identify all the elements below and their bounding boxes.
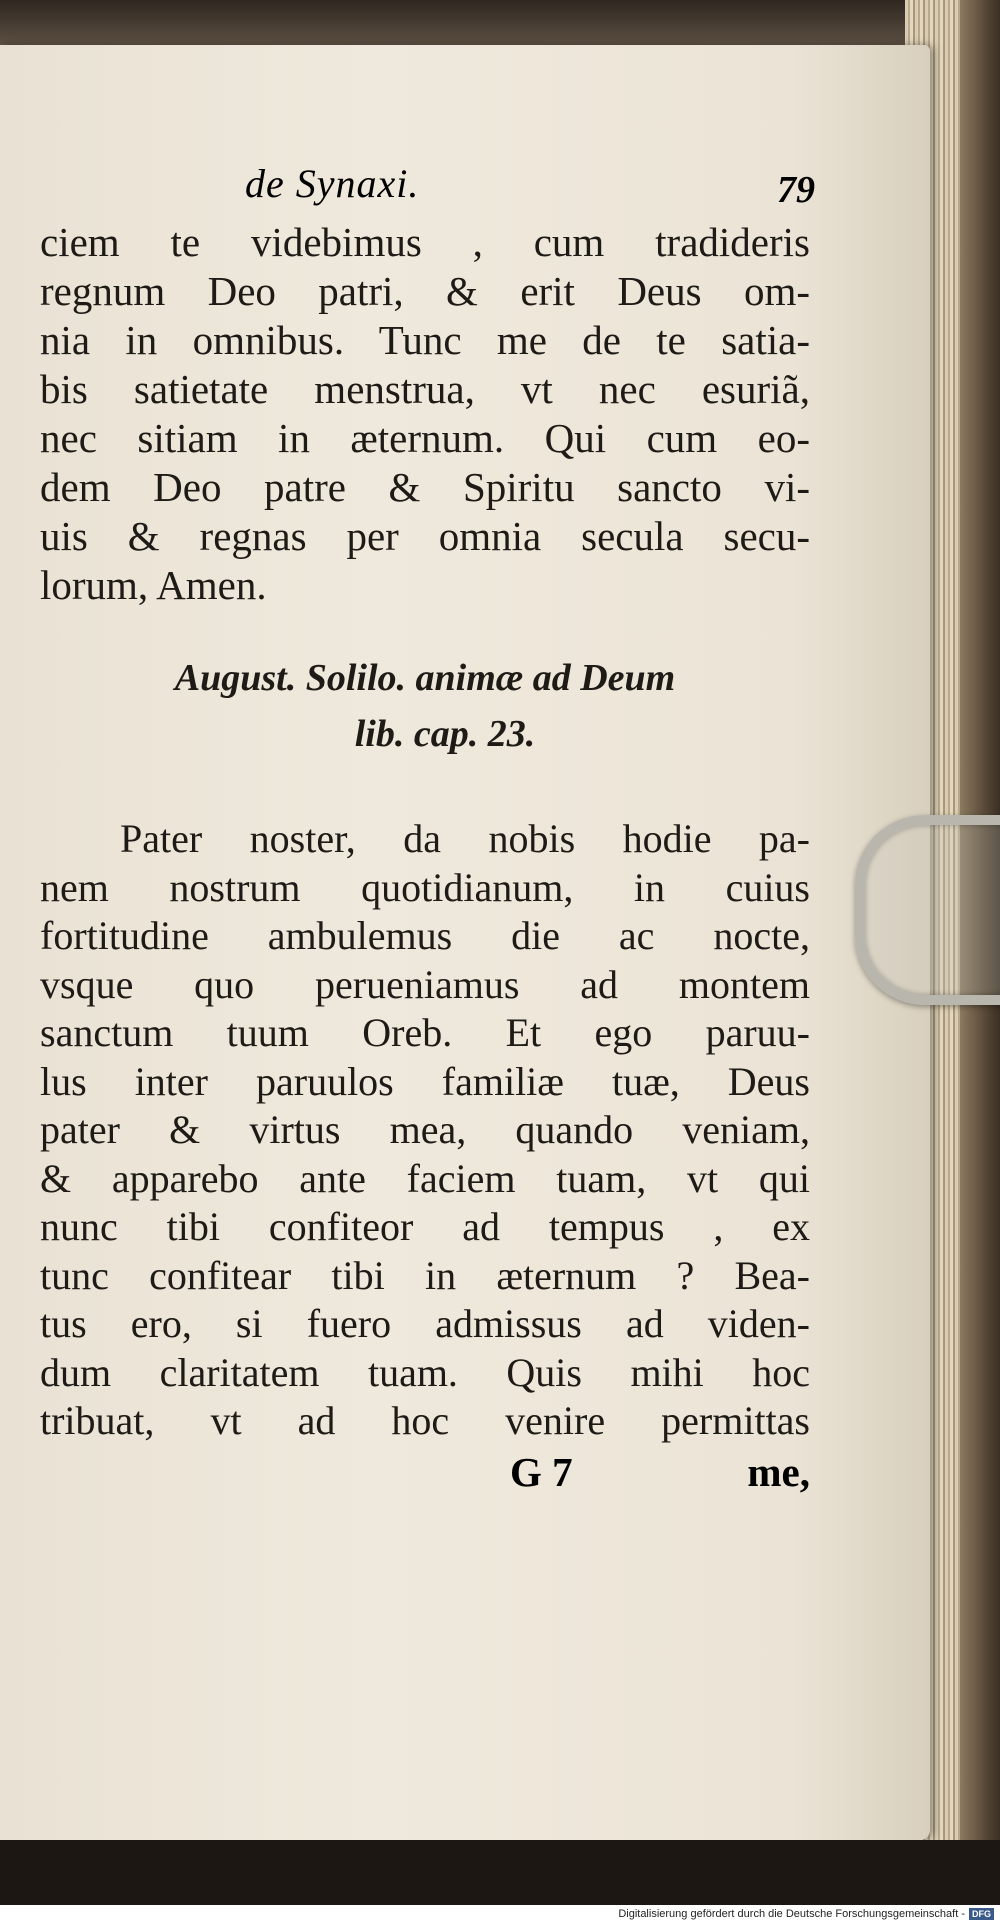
text-block-1 <box>40 218 810 610</box>
credit-text: Digitalisierung gefördert durch die Deutsche Forschungsgemeinschaft - <box>618 1907 965 1920</box>
text-line: tribuat, vt ad hoc venire permittas <box>40 1398 810 1443</box>
text-line: & apparebo ante faciem tuam, vt qui <box>40 1155 810 1201</box>
digitization-credit <box>0 1905 1000 1922</box>
dfg-logo: DFG <box>969 1908 994 1920</box>
scan-background-bottom <box>0 1840 1000 1905</box>
signature-line <box>40 1448 810 1498</box>
page-header <box>40 160 815 220</box>
text-line: nunc tibi confiteor ad tempus , ex <box>40 1204 810 1249</box>
text-line: nec sitiam in æternum. Qui cum eo- <box>40 415 810 461</box>
text-line: regnum Deo patri, & erit Deus om- <box>40 268 810 314</box>
text-line: Pater noster, da nobis hodie pa- <box>120 816 810 861</box>
text-line: bis satietate menstrua, vt nec esuriã, <box>40 366 810 412</box>
text-line: ciem te videbimus , cum tradideris <box>40 219 810 265</box>
heading-line-1: August. Solilo. animæ ad Deum <box>174 657 676 699</box>
text-line: tus ero, si fuero admissus ad viden- <box>40 1301 810 1346</box>
heading-line-2: lib. cap. 23. <box>354 713 536 755</box>
text-line: fortitudine ambulemus die ac nocte, <box>40 913 810 958</box>
text-line: nem nostrum quotidianum, in cuius <box>40 864 810 910</box>
text-line: dem Deo patre & Spiritu sancto vi- <box>40 464 810 510</box>
text-line: tunc confitear tibi in æternum ? Bea- <box>40 1252 810 1298</box>
running-head: de Synaxi. <box>245 161 420 206</box>
section-heading <box>40 650 810 762</box>
text-line: nia in omnibus. Tunc me de te satia- <box>40 317 810 363</box>
text-block-2 <box>40 815 810 1446</box>
text-line: lorum, Amen. <box>40 562 267 608</box>
page-number: 79 <box>777 169 815 211</box>
signature-mark: G 7 <box>510 1449 573 1495</box>
text-line: dum claritatem tuam. Quis mihi hoc <box>40 1349 810 1395</box>
text-line: pater & virtus mea, quando veniam, <box>40 1107 810 1152</box>
page-clip <box>855 815 1000 1005</box>
text-line: uis & regnas per omnia secula secu- <box>40 513 810 559</box>
text-line: vsque quo perueniamus ad montem <box>40 961 810 1007</box>
text-line: lus inter paruulos familiæ tuæ, Deus <box>40 1058 810 1104</box>
text-line: sanctum tuum Oreb. Et ego paruu- <box>40 1010 810 1055</box>
catchword: me, <box>747 1449 810 1495</box>
